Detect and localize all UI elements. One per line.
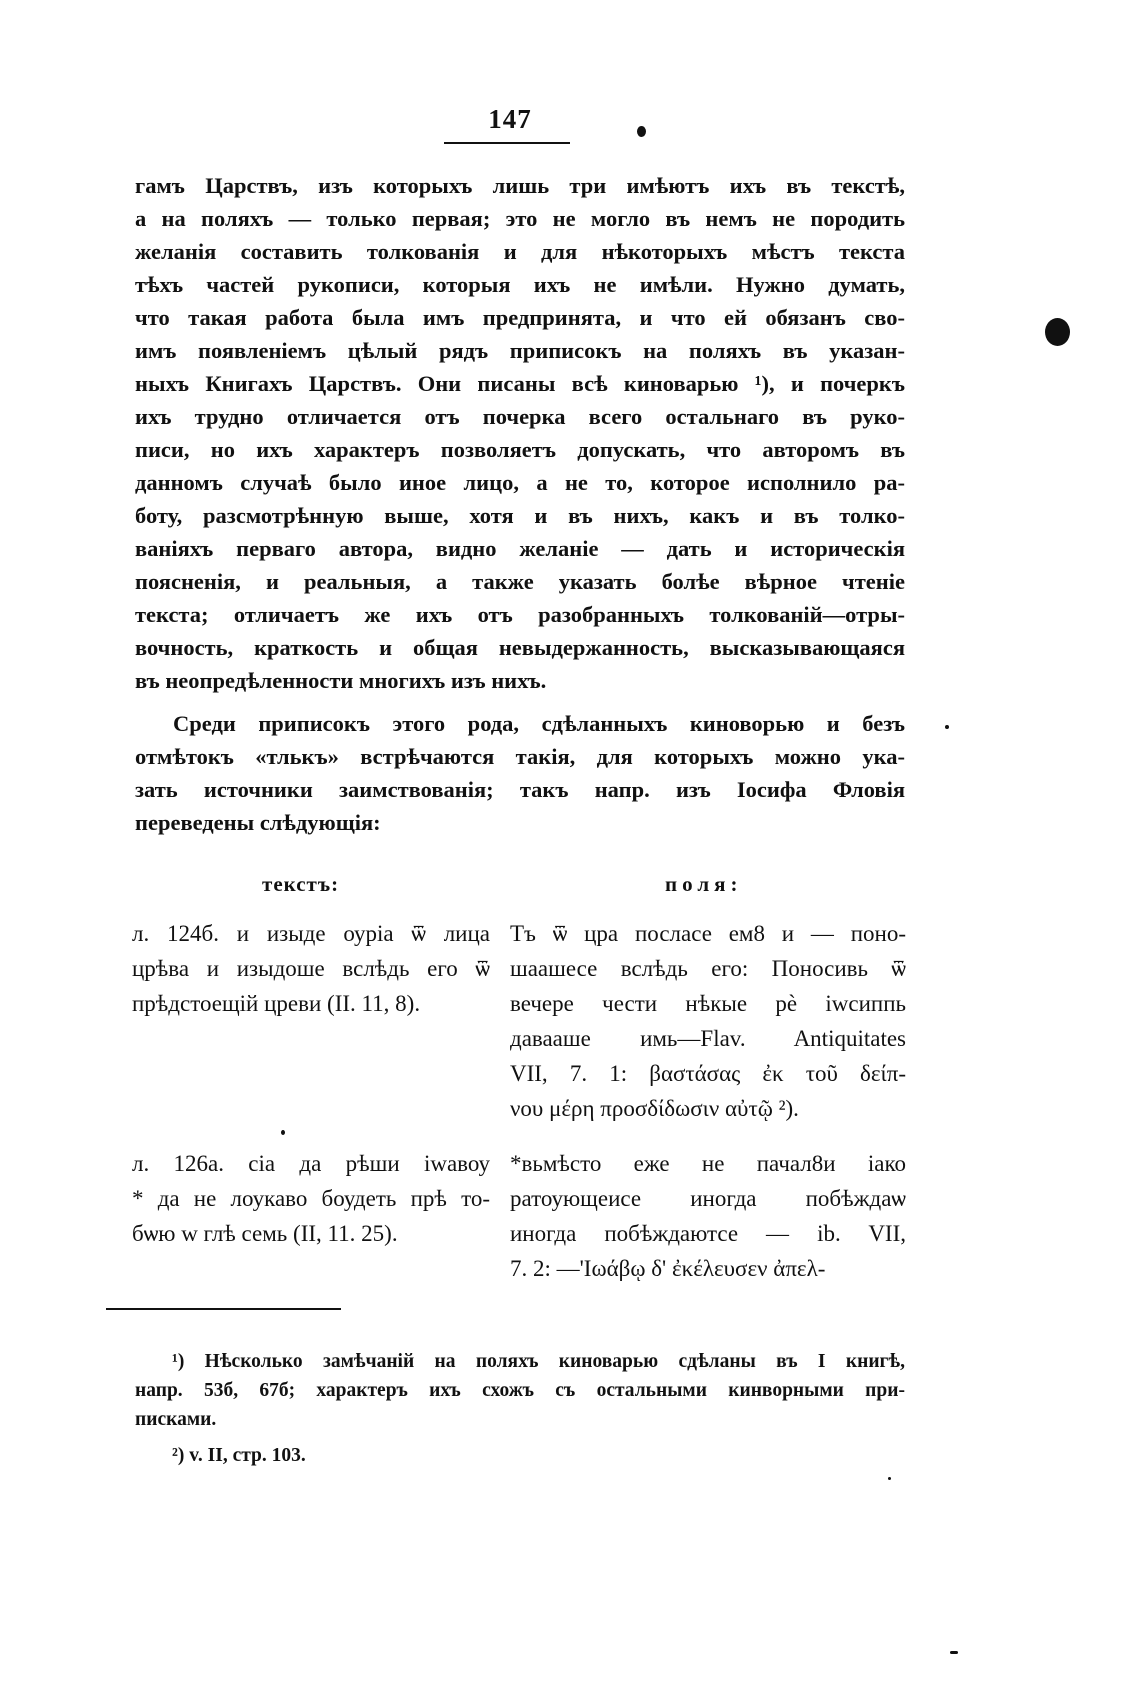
body-line: поясненія, и реальныя, а также указать болѣе вѣрное чтеніе	[135, 569, 905, 594]
scan-speck	[950, 1651, 958, 1654]
scan-speck	[637, 126, 646, 137]
body-line: боту, разсмотрѣнную выше, хотя и въ нихъ, какъ и въ толко-	[135, 503, 905, 528]
body-line: писи, но ихъ характеръ позволяетъ допускать, что авторомъ въ	[135, 437, 905, 462]
scan-speck	[888, 1477, 891, 1480]
page-number-rule	[444, 142, 570, 144]
margin-line: νου μέρη προσδίδωσιν αὐτῷ ²).	[510, 1096, 799, 1121]
footnote-line: напр. 53б, 67б; характеръ ихъ схожъ съ остальными кинворными при-	[135, 1380, 905, 1401]
text-line: л. 124б. и изыде оуріа ѿ лица	[132, 921, 490, 946]
body-line: желанія составить толкованія и для нѣкоторыхъ мѣстъ текста	[135, 239, 905, 264]
margin-column-header: поля:	[665, 872, 743, 896]
text-column-header: текстъ:	[262, 872, 340, 896]
body-line: гамъ Царствъ, изъ которыхъ лишь три имѣютъ ихъ въ текстѣ,	[135, 173, 905, 198]
text-line: прѣдстоещій цреви (II. 11, 8).	[132, 991, 421, 1016]
text-line: л. 126а. сіа да рѣши іwавоу	[132, 1151, 490, 1176]
footnote-line: писками.	[135, 1409, 217, 1430]
body-line: ныхъ Книгахъ Царствъ. Они писаны всѣ киноварью ¹), и почеркъ	[135, 371, 905, 396]
margin-line: VII, 7. 1: βαστάσας ἐκ τοῦ δείπ-	[510, 1061, 906, 1086]
body-line: отмѣтокъ «тлькъ» встрѣчаются такія, для которыхъ можно ука-	[135, 744, 905, 769]
body-line: тѣхъ частей рукописи, которыя ихъ не имѣли. Нужно думать,	[135, 272, 905, 297]
text-line: * да не лоукаво боудеть прѣ то-	[132, 1186, 490, 1211]
body-line: текста; отличаетъ же ихъ отъ разобранныхъ толкованій—отры-	[135, 602, 905, 627]
page-number: 147	[488, 104, 532, 134]
body-line: зать источники заимствованія; такъ напр. изъ Іосифа Фловія	[135, 777, 905, 802]
margin-line: даваашe имь—Flav. Antiquitates	[510, 1026, 906, 1051]
body-line: вочность, краткость и общая невыдержанность, высказывающаяся	[135, 635, 905, 660]
scan-speck	[1045, 318, 1070, 346]
scan-speck	[945, 725, 949, 729]
footnote-line: ¹) Нѣсколько замѣчаній на поляхъ киноварью сдѣланы въ I книгѣ,	[172, 1351, 905, 1372]
body-line: ихъ трудно отличается отъ почерка всего остальнаго въ руко-	[135, 404, 905, 429]
text-line: бѡю w глѣ семь (II, 11. 25).	[132, 1221, 398, 1246]
margin-line: шаашесе вслѣдь его: Поносивь ѿ	[510, 956, 906, 981]
body-line: ваніяхъ перваго автора, видно желаніе — дать и историческія	[135, 536, 905, 561]
body-line: Среди приписокъ этого рода, сдѣланныхъ киноворью и безъ	[173, 711, 905, 736]
footnote-line: ²) v. II, стр. 103.	[172, 1445, 306, 1466]
margin-line: вечере чести нѣкые рѐ іwсиппь	[510, 991, 906, 1016]
margin-line: 7. 2: —'Ιωάβῳ δ' ἐκέλευσεν ἀπελ-	[510, 1256, 826, 1281]
margin-line: *вьмѣсто еже не пачал8и іако	[510, 1151, 906, 1176]
margin-line: Тъ ѿ цра посласе ем8 и — поно-	[510, 921, 906, 946]
text-line: црѣва и изыдоше вслѣдь его ѿ	[132, 956, 490, 981]
body-line: данномъ случаѣ было иное лицо, а не то, которое исполнило ра-	[135, 470, 905, 495]
body-line: а на поляхъ — только первая; это не могло въ немъ не породить	[135, 206, 905, 231]
body-line: переведены слѣдующія:	[135, 810, 381, 835]
body-line: имъ появленіемъ цѣлый рядъ приписокъ на поляхъ въ указан-	[135, 338, 905, 363]
body-line: что такая работа была имъ предпринята, и что ей обязанъ сво-	[135, 305, 905, 330]
body-line: въ неопредѣленности многихъ изъ нихъ.	[135, 668, 547, 693]
margin-line: иногда побѣждаютсе — ib. VII,	[510, 1221, 906, 1246]
footnote-rule	[106, 1308, 341, 1310]
scan-speck	[281, 1130, 285, 1135]
margin-line: ратоующеисе иногда побѣждаѡ	[510, 1186, 906, 1211]
